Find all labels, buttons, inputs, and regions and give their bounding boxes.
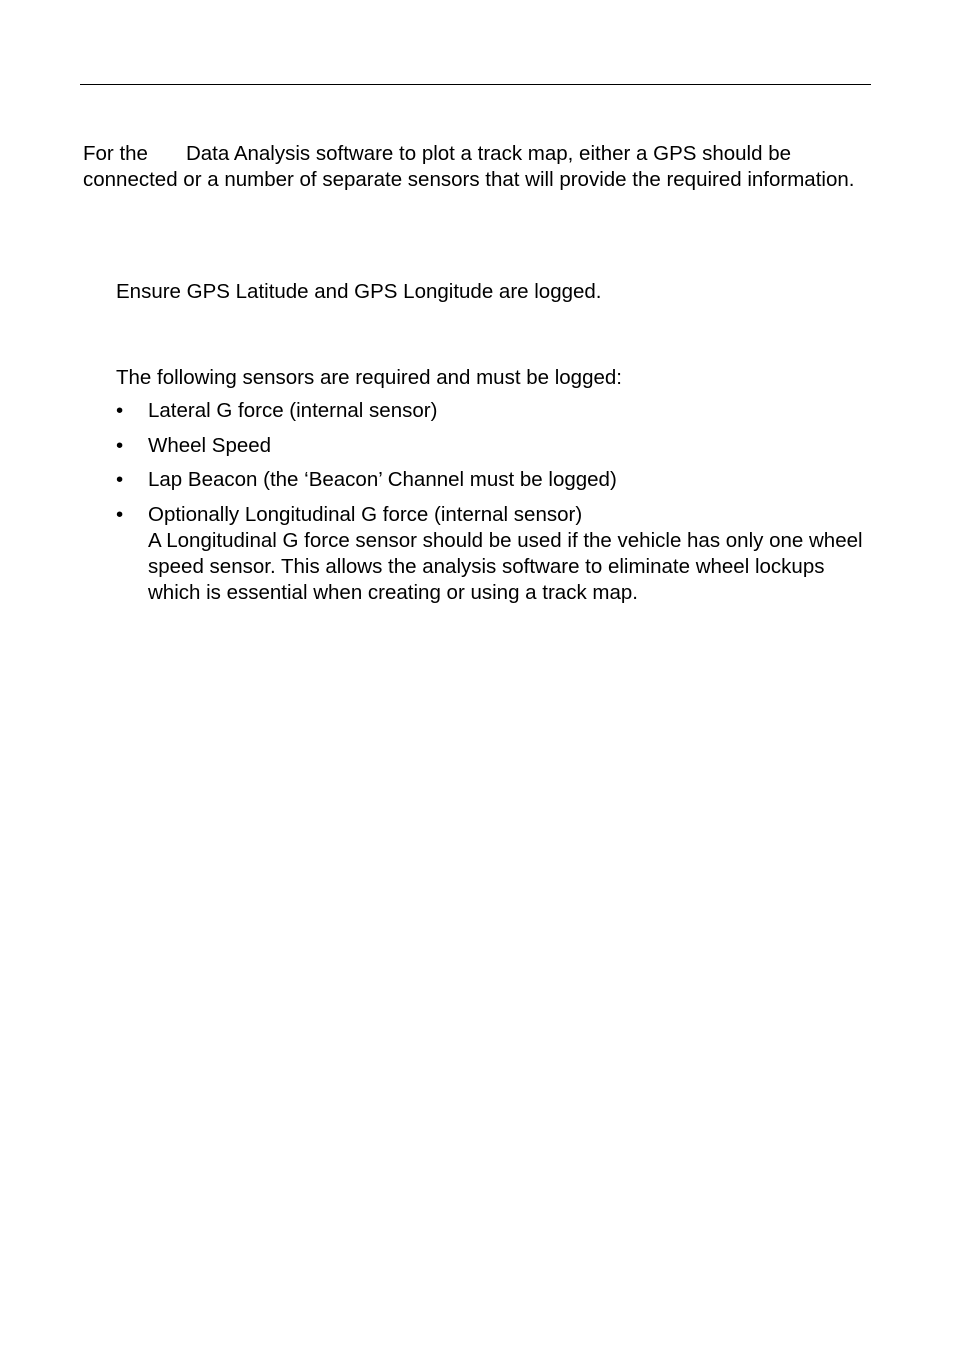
bullet-icon: • xyxy=(116,433,124,457)
sensor-label: Wheel Speed xyxy=(148,433,272,457)
intro-paragraph xyxy=(83,141,873,193)
sensor-label: Lateral G force (internal sensor) xyxy=(148,399,438,422)
sensor-list xyxy=(116,398,876,614)
bullet-icon: • xyxy=(116,468,124,491)
intro-text-start: For the xyxy=(83,142,148,165)
sensor-label: Optionally Longitudinal G force (internal sensor) xyxy=(148,502,583,526)
sensor-note: A Longitudinal G force sensor should be used if the vehicle has only one wheel speed sensor. This allows the analysis software to eliminate wheel lockups which is essential when creating or using a track map. xyxy=(148,528,863,604)
sensor-label: Lap Beacon (the ‘Beacon’ Channel must be logged) xyxy=(148,468,617,491)
list-item xyxy=(116,467,876,493)
gps-instruction: Ensure GPS Latitude and GPS Longitude are logged. xyxy=(116,280,602,303)
list-item xyxy=(116,502,876,606)
bullet-icon: • xyxy=(116,502,124,526)
list-item xyxy=(116,398,876,424)
list-item xyxy=(116,433,876,459)
sensors-intro: The following sensors are required and must be logged: xyxy=(116,366,622,389)
header-rule xyxy=(80,84,871,85)
intro-text-rest: Data Analysis software to plot a track map, either a GPS should be connected or a number of separate sensors that will provide the required information. xyxy=(83,142,855,191)
bullet-icon: • xyxy=(116,399,124,422)
